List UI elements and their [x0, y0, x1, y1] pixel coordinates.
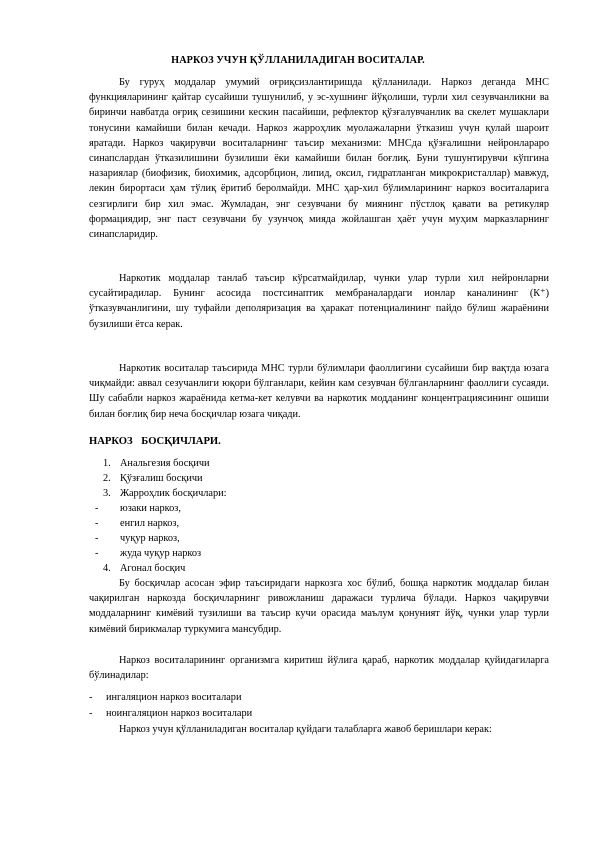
- list-item-label: ноингаляцион наркоз воситалари: [106, 708, 253, 719]
- list-item-label: ингаляцион наркоз воситалари: [106, 692, 242, 703]
- paragraph-intro: Бу гуруҳ моддалар умумий оғриқсизлантиришда қўлланилади. Наркоз деганда МНС функцияларининг қайтар сусайиши тушунилиб, у эс-хушнинг йўқолиши, турли хил сезувчанликни ва биринчи навбатда оғриқ сезишини кескин пасайиши, рефлектор қўзғалувчанлик ва скелет мушаклари тонусини камайиши билан кечади. Наркоз жарроҳлик муолажаларни ўтказиш учун қулай шароит яратади. Наркоз чақирувчи воситаларнинг таъсир механизми: МНСда қўзғалишни нейронлараро синапслардан ўтказилишини бузилиши ёки камайиши билан боғлиқ. Буни тушунтирувчи кўпгина назариялар (биофизик, биохимик, адсорбцион, липид, оксил, гидратланган микрокристаллар) мавжуд, лекин бирортаси ҳам тўлиқ ёритиб беролмайди. МНС ҳар-хил бўлимларининг наркоз воситаларига сезгирлиги бир хил эмас. Жумладан, энг сезувчани бу миянинг пўстлоқ қавати ва ретикуляр формациядир, энг паст сезувчани бу узунчоқ мияда жойлашган ҳаёт учун муҳим марказларнинг синапсларидир.: [89, 77, 549, 241]
- list-marker: 4.: [103, 563, 111, 574]
- list-marker: 2.: [103, 473, 111, 484]
- paragraph-mechanism: Наркотик моддалар танлаб таъсир кўрсатмайдилар, чунки улар турли хил нейронларни сусайтирадилар. Бунинг асосида постсинаптик мембраналардаги ионлар каналининг (К⁺) ўтказувчанлигини, шу туфайли деполяризация ва ҳаракат потенциалининг пайдо бўлиш жараёнини бузилиши ётса керак.: [89, 273, 549, 330]
- list-item: [89, 471, 549, 486]
- paragraph-sequence: Наркотик воситалар таъсирида МНС турли бўлимлари фаоллигини сусайиши бир вақтда юзага чиқмайди: аввал сезучанлиги юқори бўлганлари, кейин кам сезувчан бўлганларнинг фаоллиги сусаяди. Шу сабабли наркоз жараёнида кетма-кет келувчи ва наркотик модданинг концентрациясининг ошиши билан боғлиқ бир неча босқичлар юзага чиқади.: [89, 363, 549, 420]
- list-item-label: юзаки наркоз,: [120, 503, 181, 514]
- list-item-label: Анальгезия босқичи: [120, 458, 210, 469]
- list-item: [89, 690, 549, 705]
- document-title: НАРКОЗ УЧУН ҚЎЛЛАНИЛАДИГАН ВОСИТАЛАР.: [171, 55, 425, 66]
- list-marker: 3.: [103, 488, 111, 499]
- list-item-label: Агонал босқич: [120, 563, 186, 574]
- list-item: [89, 456, 549, 471]
- list-item-label: жуда чуқур наркоз: [120, 548, 202, 559]
- list-item: [89, 561, 549, 576]
- list-item: [89, 501, 549, 516]
- list-item-label: Қўзғалиш босқичи: [120, 473, 203, 484]
- list-item: [89, 486, 549, 501]
- list-item: [89, 706, 549, 721]
- paragraph-requirements: Наркоз учун қўлланиладиган воситалар қуйдаги талабларга жавоб беришлари керак:: [119, 724, 492, 735]
- list-marker: -: [89, 708, 93, 719]
- list-marker: 1.: [103, 458, 111, 469]
- list-marker: -: [95, 503, 99, 514]
- paragraph-routes: Наркоз воситаларининг организмга киритиш йўлига қараб, наркотик моддалар қуйидагиларга бўлинадилар:: [89, 655, 549, 682]
- stages-heading: НАРКОЗ БОСҚИЧЛАРИ.: [89, 436, 221, 447]
- list-marker: -: [95, 533, 99, 544]
- list-marker: -: [95, 548, 99, 559]
- list-marker: -: [95, 518, 99, 529]
- list-item: [89, 546, 549, 561]
- list-item-label: чуқур наркоз,: [120, 533, 180, 544]
- list-item-label: енгил наркоз,: [120, 518, 180, 529]
- list-marker: -: [89, 692, 93, 703]
- paragraph-stages-note: Бу босқичлар асосан эфир таъсиридаги наркозга хос бўлиб, бошқа наркотик моддалар билан чақирилган наркозда босқичларнинг ривожланиш даражаси турлича бўлади. Наркоз чақирувчи моддаларнинг кимёвий тузилиши ва таъсир кучи орасида маълум қонуният йўқ, чунки улар турли кимёвий бирикмалар туркумига мансубдир.: [89, 578, 549, 635]
- list-item-label: Жарроҳлик босқичлари:: [120, 488, 227, 499]
- list-item: [89, 516, 549, 531]
- list-item: [89, 531, 549, 546]
